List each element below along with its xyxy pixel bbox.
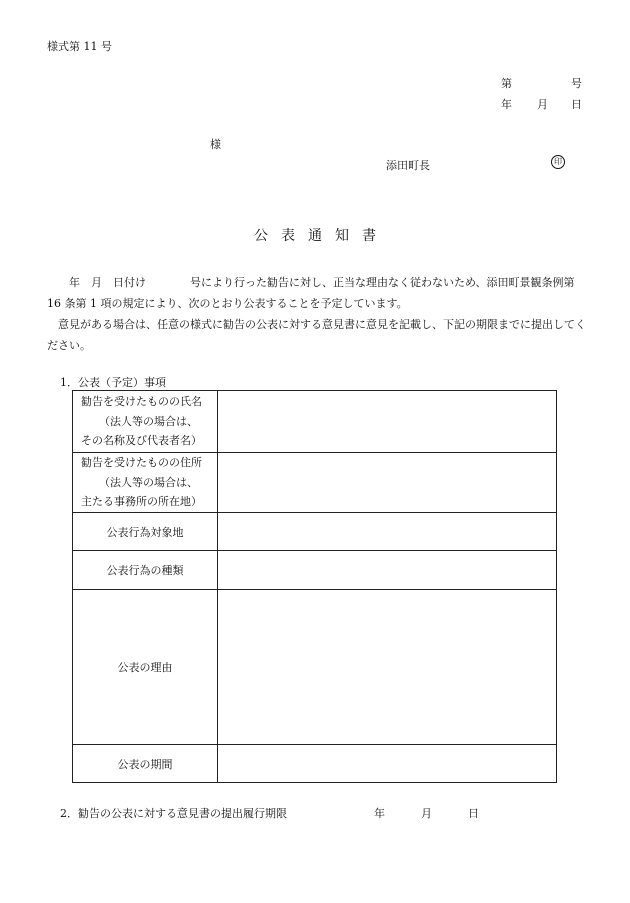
label-line: 勧告を受けたものの氏名 xyxy=(81,395,202,409)
paragraph-1-text: 号により行った勧告に対し、正当な理由なく従わないため、添田町景観条例第 16 条第 1 項の規定により、次のとおり公表することを予定しています。 xyxy=(47,276,575,310)
label-line: 勧告を受けたものの住所 xyxy=(81,456,202,470)
table-row xyxy=(73,745,557,783)
row-label-action-type: 公表行為の種類 xyxy=(73,551,218,590)
form-number: 様式第 11 号 xyxy=(47,40,112,53)
table-row xyxy=(73,551,557,590)
row-label-reason: 公表の理由 xyxy=(73,590,218,745)
reference-number-suffix: 号 xyxy=(571,77,582,90)
row-label-period: 公表の期間 xyxy=(73,745,218,783)
label-line: その名称及び代表者名） xyxy=(81,434,202,448)
addressee-honorific: 様 xyxy=(210,138,221,151)
paragraph-1-date: 年 月 日付け xyxy=(69,276,146,289)
value-cell-reason[interactable] xyxy=(218,590,557,745)
section-2-heading: 2．勧告の公表に対する意見書の提出履行期限 xyxy=(60,807,287,820)
reference-number-prefix: 第 xyxy=(501,77,512,90)
sender-title: 添田町長 xyxy=(386,159,430,172)
label-line: （法人等の場合は、 xyxy=(99,414,198,428)
row-label-name xyxy=(73,391,218,453)
row-label-address xyxy=(73,453,218,513)
value-cell-period[interactable] xyxy=(218,745,557,783)
table-row xyxy=(73,391,557,453)
date-month-label: 月 xyxy=(537,98,548,111)
deadline-month-label: 月 xyxy=(421,807,432,820)
deadline-day-label: 日 xyxy=(468,807,479,820)
body-paragraph-1 xyxy=(47,272,587,314)
body-paragraph-2: 意見がある場合は、任意の様式に勧告の公表に対する意見書に意見を記載し、下記の期限までに提出してください。 xyxy=(47,318,586,352)
date-year-label: 年 xyxy=(501,98,512,111)
value-cell-action-type[interactable] xyxy=(218,551,557,590)
value-cell-address[interactable] xyxy=(218,453,557,513)
seal-mark: 印 xyxy=(551,155,565,169)
date-day-label: 日 xyxy=(571,98,582,111)
table-row xyxy=(73,590,557,745)
table-row xyxy=(73,453,557,513)
deadline-year-label: 年 xyxy=(374,807,385,820)
section-1-heading: 1．公表（予定）事項 xyxy=(60,376,166,389)
document-title: 公表通知書 xyxy=(254,228,389,244)
table-row xyxy=(73,513,557,551)
value-cell-target-site[interactable] xyxy=(218,513,557,551)
label-line: （法人等の場合は、 xyxy=(99,475,198,489)
disclosure-items-table xyxy=(72,390,557,783)
value-cell-name[interactable] xyxy=(218,391,557,453)
label-line: 主たる事務所の所在地） xyxy=(81,495,202,509)
row-label-target-site: 公表行為対象地 xyxy=(73,513,218,551)
